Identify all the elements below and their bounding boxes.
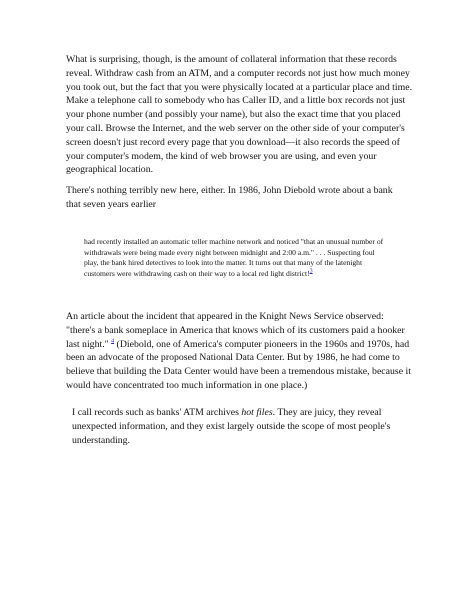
paragraph-knight-news xyxy=(66,310,411,393)
paragraph-hot-files-text-after: . They are juicy, they reveal unexpected information, and they exist largely outside the scope of most people's understanding. xyxy=(72,407,391,446)
paragraph-collateral-information: What is surprising, though, is the amount of collateral information that these records reveal. Withdraw cash from an ATM, and a computer records not just how much money you took out, but the fact that you were physically located at a particular place and time. Make a telephone call to somebody who has Caller ID, and a little box records not just your phone number (and possibly your name), but also the exact time that you placed your call. Browse the Internet, and the web server on the other side of your computer's screen doesn't just record every page that you download—it also records the speed of your computer's modem, the kind of web browser you are using, and even your geographical location. xyxy=(66,54,413,176)
paragraph-diebold-intro: There's nothing terribly new here, either. In 1986, John Diebold wrote about a bank that seven years earlier xyxy=(66,185,393,210)
footnote-link-3[interactable]: 3 xyxy=(309,268,313,275)
footnote-link-4[interactable]: 4 xyxy=(111,338,115,345)
hot-files-emphasis: hot files xyxy=(241,407,273,418)
block-quote-atm xyxy=(84,237,384,279)
quote-text: had recently installed an automatic teller machine network and noticed "that an unusual number of withdrawals were being made every night between midnight and 2:00 a.m." . . . Suspecting foul play, the bank hired detectives to look into the matter. It turns out that many of the latenight customers were withdrawing cash on their way to a local red light district! xyxy=(84,237,384,278)
paragraph-knight-news-text-after: (Diebold, one of America's computer pioneers in the 1960s and 1970s, had been an advocate of the proposed National Data Center. But by 1986, he had come to believe that building the Data Center would have been a tremendous mistake, because it would have concentrated too much information in one place.) xyxy=(66,338,411,391)
paragraph-hot-files xyxy=(72,406,392,447)
paragraph-hot-files-text-before: I call records such as banks' ATM archives xyxy=(72,407,242,418)
paragraph-knight-news-text-before: An article about the incident that appeared in the Knight News Service observed: "there's a bank someplace in America that knows which of its customers paid a hooker last night." xyxy=(66,311,405,350)
